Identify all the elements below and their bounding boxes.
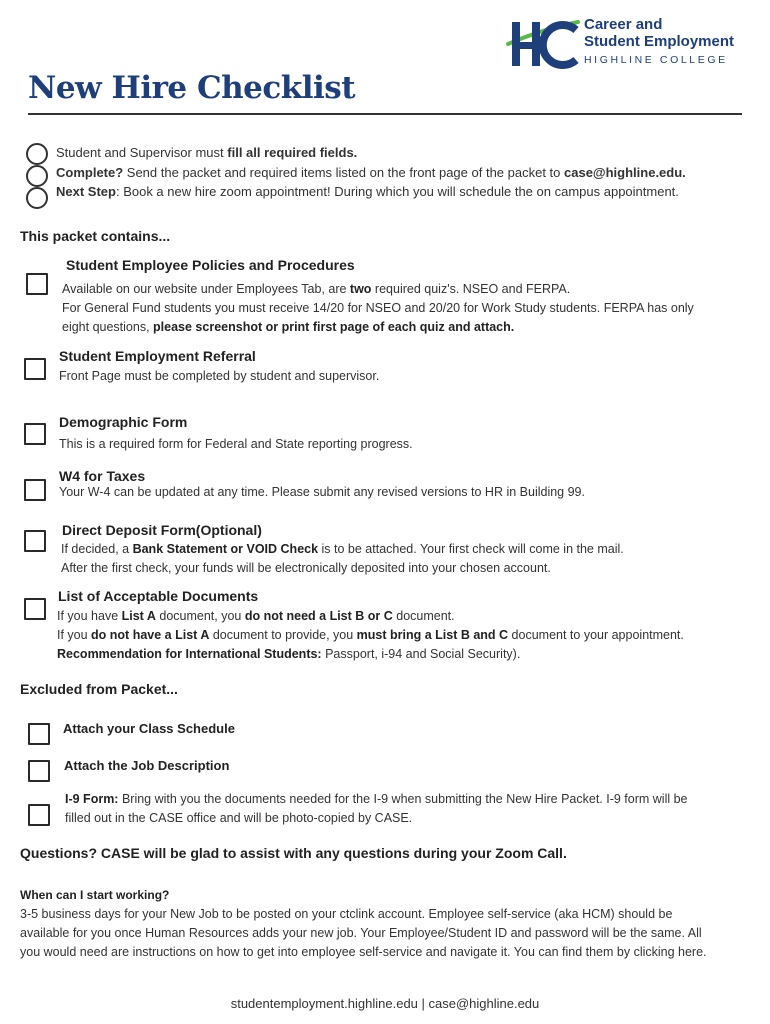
college-logo [500, 16, 762, 72]
demographic-checkbox[interactable] [24, 423, 46, 445]
referral-checkbox[interactable] [24, 358, 46, 380]
schedule-checkbox[interactable] [28, 723, 50, 745]
intro-line-1: Student and Supervisor must fill all required fields. [56, 145, 358, 160]
page-title: New Hire Checklist [28, 70, 356, 106]
deposit-title: Direct Deposit Form(Optional) [62, 522, 262, 538]
when-heading: When can I start working? [20, 888, 170, 902]
w4-text: Your W-4 can be updated at any time. Please submit any revised versions to HR in Building 99. [59, 485, 585, 499]
demographic-text: This is a required form for Federal and State reporting progress. [59, 437, 413, 451]
i9-text: I-9 Form: Bring with you the documents needed for the I-9 when submitting the New Hire Packet. I-9 form will be filled out in the CASE office and will be photo-copied by CASE. [65, 792, 688, 825]
title-divider [28, 113, 742, 115]
w4-title: W4 for Taxes [59, 468, 146, 484]
documents-checkbox[interactable] [24, 598, 46, 620]
i9-checkbox[interactable] [28, 804, 50, 826]
intro-circle-1[interactable] [26, 143, 48, 165]
logo-line3: HIGHLINE COLLEGE [584, 54, 728, 66]
questions-line: Questions? CASE will be glad to assist with any questions during your Zoom Call. [20, 845, 567, 861]
policies-checkbox[interactable] [26, 273, 48, 295]
referral-title: Student Employment Referral [59, 348, 256, 364]
intro-circle-3[interactable] [26, 187, 48, 209]
demographic-title: Demographic Form [59, 414, 188, 430]
job-checkbox[interactable] [28, 760, 50, 782]
intro-circle-2[interactable] [26, 165, 48, 187]
excluded-heading: Excluded from Packet... [20, 681, 178, 697]
intro-line-3: Next Step: Book a new hire zoom appointment! During which you will schedule the on campus appointment. [56, 184, 679, 199]
job-label: Attach the Job Description [64, 758, 230, 773]
footer-contact: studentemployment.highline.edu | case@highline.edu [230, 996, 540, 1011]
documents-text: If you have List A document, you do not need a List B or C document. If you do not have a List A document to provide, you must bring a List B and C document to your appointment. Recommendation for International Students: Passport, i-94 and Social Security). [57, 609, 684, 661]
when-text: 3-5 business days for your New Job to be posted on your ctclink account. Employee self-service (aka HCM) should be available for you once Human Resources adds your new job. Your Employee/Student ID and password will be the same. All you would need are instructions on how to get into employee self-service and navigate it. You can find them by clicking here. [20, 907, 707, 959]
deposit-checkbox[interactable] [24, 530, 46, 552]
w4-checkbox[interactable] [24, 479, 46, 501]
logo-line2: Student Employment [584, 33, 735, 50]
logo-line1: Career and [584, 16, 663, 33]
hc-logo-icon [500, 16, 582, 72]
deposit-text: If decided, a Bank Statement or VOID Check is to be attached. Your first check will come in the mail. After the first check, your funds will be electronically deposited into your chosen account. [61, 542, 624, 575]
policies-text: Available on our website under Employees Tab, are two required quiz's. NSEO and FERPA. For General Fund students you must receive 14/20 for NSEO and 20/20 for Work Study students. FERPA has only eight questions, please screenshot or print first page of each quiz and attach. [62, 282, 694, 334]
intro-line-2: Complete? Send the packet and required items listed on the front page of the packet to case@highline.edu. [56, 165, 686, 180]
policies-title: Student Employee Policies and Procedures [66, 257, 355, 273]
schedule-label: Attach your Class Schedule [63, 721, 235, 736]
documents-title: List of Acceptable Documents [58, 588, 259, 604]
referral-text: Front Page must be completed by student and supervisor. [59, 369, 380, 383]
packet-heading: This packet contains... [20, 228, 171, 244]
